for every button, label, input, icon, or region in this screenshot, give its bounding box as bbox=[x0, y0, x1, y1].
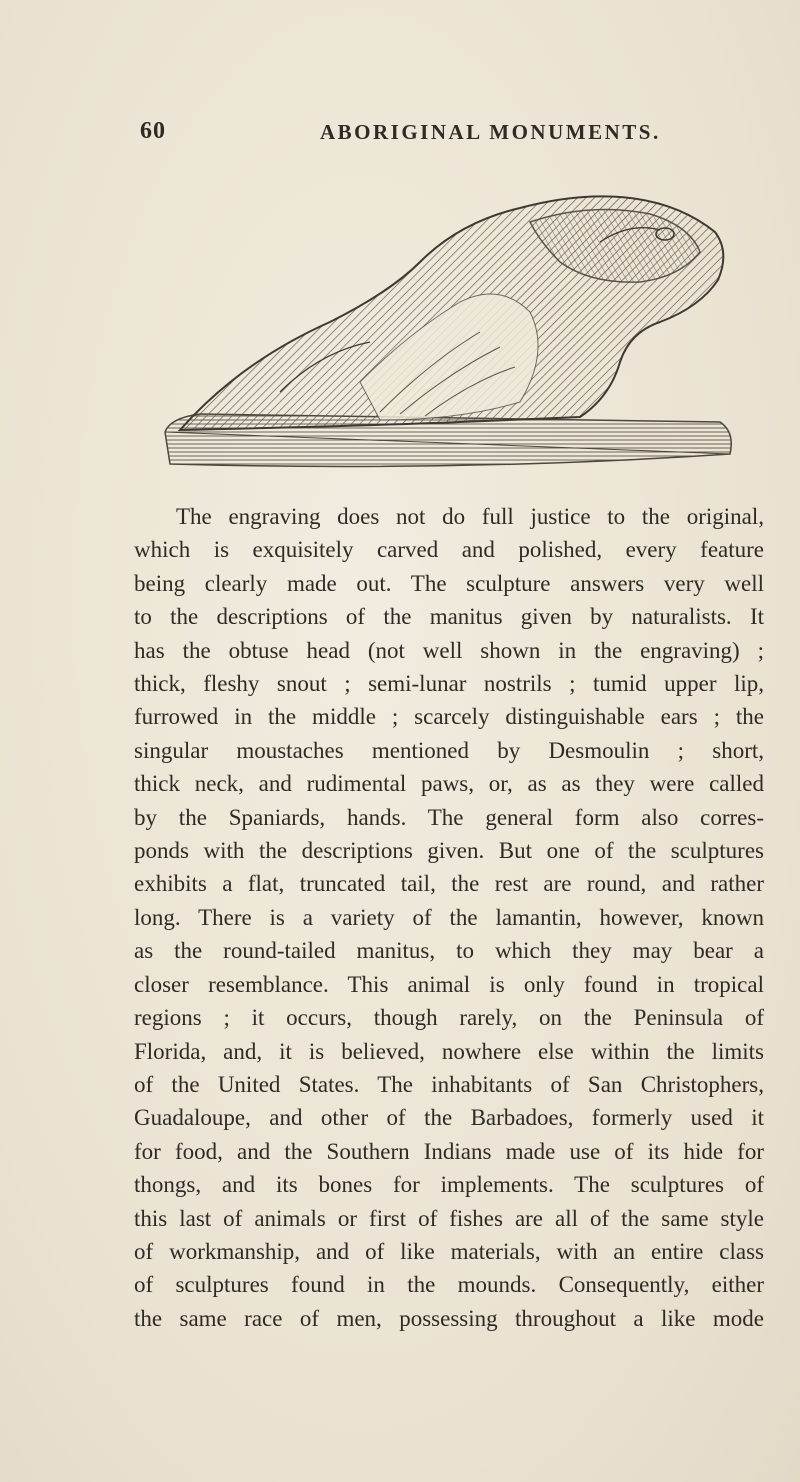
text-line: Guadaloupe, and other of the Barbadoes, formerly used it bbox=[134, 1105, 764, 1131]
text-line: which is exquisitely carved and polished, every feature bbox=[134, 537, 764, 563]
text-line: Florida, and, it is believed, nowhere else within the limits bbox=[134, 1038, 764, 1064]
running-head bbox=[140, 118, 760, 148]
text-line: furrowed in the middle ; scarcely distinguishable ears ; the bbox=[134, 704, 764, 730]
sculpture-engraving bbox=[160, 182, 740, 482]
sculpture-engraving-illustration bbox=[160, 182, 740, 482]
text-line: of the United States. The inhabitants of San Christophers, bbox=[134, 1071, 764, 1097]
text-line: long. There is a variety of the lamantin, however, known bbox=[134, 904, 764, 930]
text-line: as the round-tailed manitus, to which they may bear a bbox=[134, 938, 764, 964]
text-line: The engraving does not do full justice to the original, bbox=[176, 504, 764, 529]
text-line: ponds with the descriptions given. But one of the sculptures bbox=[134, 838, 764, 864]
text-line: has the obtuse head (not well shown in the engraving) ; bbox=[134, 637, 764, 663]
page-number: 60 bbox=[140, 118, 166, 144]
text-line: for food, and the Southern Indians made use of its hide for bbox=[134, 1138, 764, 1164]
text-line: this last of animals or first of fishes are all of the same style bbox=[134, 1205, 764, 1231]
text-line: exhibits a flat, truncated tail, the rest are round, and rather bbox=[134, 871, 764, 897]
text-line: of sculptures found in the mounds. Consequently, either bbox=[134, 1272, 764, 1298]
body-paragraph bbox=[134, 500, 764, 1335]
text-line: the same race of men, possessing throughout a like mode bbox=[134, 1305, 764, 1331]
text-line: thick neck, and rudimental paws, or, as as they were called bbox=[134, 771, 764, 797]
running-title: ABORIGINAL MONUMENTS. bbox=[320, 120, 661, 144]
text-line: singular moustaches mentioned by Desmoulin ; short, bbox=[134, 737, 764, 763]
text-line: thick, fleshy snout ; semi-lunar nostrils ; tumid upper lip, bbox=[134, 671, 764, 697]
text-line: regions ; it occurs, though rarely, on the Peninsula of bbox=[134, 1005, 764, 1031]
text-line: thongs, and its bones for implements. The sculptures of bbox=[134, 1172, 764, 1198]
text-line: closer resemblance. This animal is only found in tropical bbox=[134, 971, 764, 997]
text-line: by the Spaniards, hands. The general form also corres- bbox=[134, 804, 764, 830]
text-line: to the descriptions of the manitus given by naturalists. It bbox=[134, 604, 764, 630]
text-line: of workmanship, and of like materials, with an entire class bbox=[134, 1238, 764, 1264]
text-line: being clearly made out. The sculpture answers very well bbox=[134, 570, 764, 596]
